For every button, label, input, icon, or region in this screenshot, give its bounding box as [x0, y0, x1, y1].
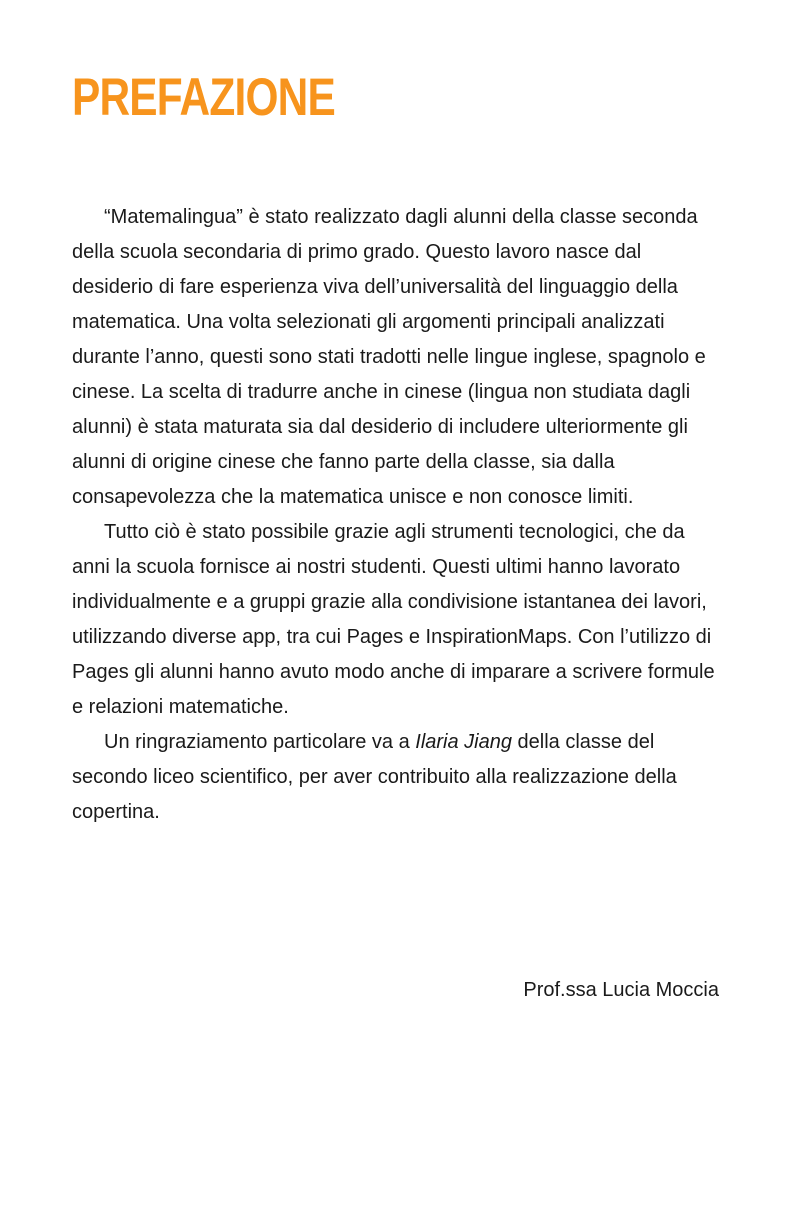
paragraph-2: Tutto ciò è stato possibile grazie agli strumenti tecnologici, che da anni la scuola fornisce ai nostri studenti. Questi ultimi hanno lavorato individualmente e a gruppi grazie alla condivisione istantanea dei lavori, utilizzando diverse app, tra cui Pages e InspirationMaps. Con l’utilizzo di Pages gli alunni hanno avuto modo anche di imparare a scrivere formule e relazioni matematiche. — [72, 521, 715, 718]
paragraph-3-start: Un ringraziamento particolare va a — [104, 731, 416, 753]
page-title: PREFAZIONE — [72, 68, 335, 127]
signature: Prof.ssa Lucia Moccia — [523, 979, 719, 1001]
cover-artist-name: Ilaria Jiang — [415, 731, 512, 753]
paragraph-3-end: della classe del secondo liceo scientifico, per aver contribuito alla realizzazione della copertina. — [72, 731, 677, 823]
paragraph-1: “Matemalingua” è stato realizzato dagli alunni della classe seconda della scuola secondaria di primo grado. Questo lavoro nasce dal desiderio di fare esperienza viva dell’universalità del linguaggio della matematica. Una volta selezionati gli argomenti principali analizzati durante l’anno, questi sono stati tradotti nelle lingue inglese, spagnolo e cinese. La scelta di tradurre anche in cinese (lingua non studiata dagli alunni) è stata maturata sia dal desiderio di includere ulteriormente gli alunni di origine cinese che fanno parte della classe, sia dalla consapevolezza che la matematica unisce e non conosce limiti. — [72, 206, 706, 508]
preface-body — [72, 200, 722, 830]
paragraph-3 — [72, 725, 722, 830]
